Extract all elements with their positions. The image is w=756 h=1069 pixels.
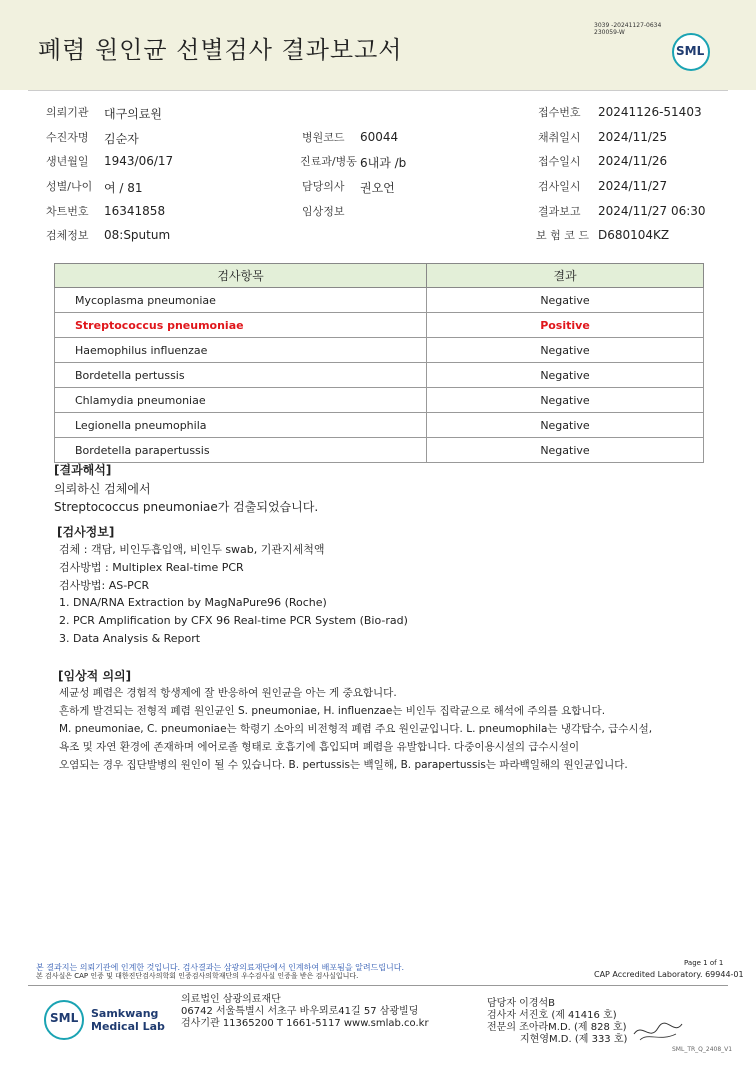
sexage-label: 성별/나이 — [46, 180, 93, 193]
table-row — [55, 288, 704, 313]
table-row — [55, 438, 704, 463]
staff-line: 전문의 조아라M.D. (제 828 호) — [487, 1022, 627, 1033]
test-info-heading: [검사정보] — [57, 525, 115, 539]
collect-value: 2024/11/25 — [598, 130, 668, 144]
test-item: Haemophilus influenzae — [55, 338, 427, 363]
test-item: Bordetella parapertussis — [55, 438, 427, 463]
divider — [28, 90, 728, 91]
test-result: Negative — [427, 388, 704, 413]
table-row-positive — [55, 313, 704, 338]
document-id — [594, 22, 661, 36]
interpretation-heading: [결과해석] — [54, 463, 112, 477]
footer-logo-abbr: SML — [50, 1011, 79, 1025]
sml-logo-text: SML — [676, 44, 705, 58]
document-id-line-2: 230059-W — [594, 29, 625, 36]
interpretation-line: Streptococcus pneumoniae가 검출되었습니다. — [54, 500, 319, 514]
staff-line: 지현영M.D. (제 333 호) — [520, 1034, 628, 1045]
chart-label: 차트번호 — [46, 205, 89, 218]
footer-logo-name: Medical Lab — [91, 1020, 165, 1033]
specimen-value: 08:Sputum — [104, 228, 171, 242]
clinical-line: 욕조 및 자연 환경에 존재하며 에어로졸 형태로 호흡기에 흡입되며 폐렴을 유발합니다. 다중이용시설의 급수시설이 — [59, 741, 580, 753]
doctor-value: 권오언 — [360, 181, 395, 195]
table-header-row — [55, 264, 704, 288]
clinical-line: 세균성 폐렴은 경험적 항생제에 잘 반응하여 원인균을 아는 게 중요합니다. — [59, 687, 397, 699]
institution-label: 의뢰기관 — [46, 106, 89, 119]
interpretation-line: 의뢰하신 검체에서 — [54, 482, 151, 496]
received-value: 2024/11/26 — [598, 154, 668, 168]
test-result: Negative — [427, 413, 704, 438]
test-info-line: 검사방법 : Multiplex Real-time PCR — [59, 561, 244, 574]
clinical-info-label: 임상정보 — [302, 205, 345, 218]
test-result: Negative — [427, 438, 704, 463]
clinical-line: 흔하게 발견되는 전형적 폐렴 원인균인 S. pneumoniae, H. influenzae는 비인두 집락균으로 해석에 주의를 요합니다. — [59, 705, 606, 717]
received-label: 접수일시 — [538, 155, 581, 168]
signature-icon — [630, 1016, 686, 1044]
test-date-value: 2024/11/27 — [598, 179, 668, 193]
test-result: Negative — [427, 363, 704, 388]
test-date-label: 검사일시 — [538, 180, 581, 193]
results-table — [54, 263, 704, 463]
table-row — [55, 338, 704, 363]
page-number: Page 1 of 1 — [684, 959, 724, 967]
table-row — [55, 363, 704, 388]
test-result: Positive — [427, 313, 704, 338]
clinical-line: M. pneumoniae, C. pneumoniae는 학령기 소아의 비전형적 폐렴 주요 원인균입니다. L. pneumophila는 냉각탑수, 급수시설, — [59, 723, 653, 735]
sexage-value: 여 / 81 — [104, 181, 143, 195]
institution-value: 대구의료원 — [104, 107, 162, 121]
test-info-line: 검사방법: AS-PCR — [59, 579, 150, 592]
dept-label: 진료과/병동 — [300, 155, 357, 168]
test-item: Mycoplasma pneumoniae — [55, 288, 427, 313]
dept-value: 6내과 /b — [360, 156, 407, 170]
footer-notice: 본 결과지는 의뢰기관에 인계한 것입니다. 검사결과는 삼광의료재단에서 인계하여 배포됨을 알려드립니다. — [36, 963, 405, 972]
dob-label: 생년월일 — [46, 155, 89, 168]
test-item: Legionella pneumophila — [55, 413, 427, 438]
patient-value: 김순자 — [104, 132, 139, 146]
insurance-label: 보 험 코 드 — [536, 229, 589, 242]
test-info-line: 3. Data Analysis & Report — [59, 632, 201, 645]
patient-label: 수진자명 — [46, 131, 89, 144]
footer-logo-name: Samkwang — [91, 1007, 159, 1020]
footer-certification: 본 검사실은 CAP 인증 및 대한진단검사의학회 인증검사의학재단의 우수검사실 인증을 받은 검사실입니다. — [36, 972, 359, 980]
test-info-line: 검체 : 객담, 비인두흡입액, 비인두 swab, 기관지세척액 — [59, 543, 325, 556]
test-item: Bordetella pertussis — [55, 363, 427, 388]
hospital-code-label: 병원코드 — [302, 131, 345, 144]
doctor-label: 담당의사 — [302, 180, 345, 193]
clinical-heading: [임상적 의의] — [58, 669, 132, 683]
report-header — [0, 0, 756, 90]
form-code: SML_TR_Q_2408_V1 — [672, 1046, 733, 1053]
footer-address: 06742 서울특별시 서초구 바우뫼로41길 57 삼광빌딩 — [181, 1006, 419, 1017]
footer-contact: 검사기관 11365200 T 1661-5117 www.smlab.co.kr — [181, 1018, 429, 1029]
footer-org: 의료법인 삼광의료재단 — [181, 994, 281, 1005]
test-item: Chlamydia pneumoniae — [55, 388, 427, 413]
test-result: Negative — [427, 288, 704, 313]
collect-label: 채취일시 — [538, 131, 581, 144]
report-label: 결과보고 — [538, 205, 581, 218]
report-value: 2024/11/27 06:30 — [598, 204, 706, 218]
table-row — [55, 388, 704, 413]
staff-line: 검사자 서진호 (제 41416 호) — [487, 1010, 617, 1021]
insurance-value: D680104KZ — [598, 228, 670, 242]
column-header-item: 검사항목 — [55, 264, 427, 288]
chart-value: 16341858 — [104, 204, 166, 218]
divider — [28, 985, 728, 986]
dob-value: 1943/06/17 — [104, 154, 174, 168]
test-result: Negative — [427, 338, 704, 363]
test-item: Streptococcus pneumoniae — [55, 313, 427, 338]
receipt-label: 접수번호 — [538, 106, 581, 119]
staff-line: 담당자 이경석B — [487, 998, 555, 1009]
document-id-line-1: 3039 -20241127-0634 — [594, 22, 662, 29]
cap-accreditation: CAP Accredited Laboratory. 69944-01 — [594, 970, 744, 979]
receipt-value: 20241126-51403 — [598, 105, 702, 119]
report-title: 폐렴 원인균 선별검사 결과보고서 — [38, 36, 403, 64]
table-row — [55, 413, 704, 438]
test-info-line: 2. PCR Amplification by CFX 96 Real-time PCR System (Bio-rad) — [59, 614, 408, 627]
specimen-label: 검체정보 — [46, 229, 89, 242]
column-header-result: 결과 — [427, 264, 704, 288]
clinical-line: 오염되는 경우 집단발병의 원인이 될 수 있습니다. B. pertussis는 백일해, B. parapertussis는 파라백일해의 원인균입니다. — [59, 759, 628, 771]
hospital-code-value: 60044 — [360, 130, 399, 144]
test-info-line: 1. DNA/RNA Extraction by MagNaPure96 (Roche) — [59, 596, 327, 609]
